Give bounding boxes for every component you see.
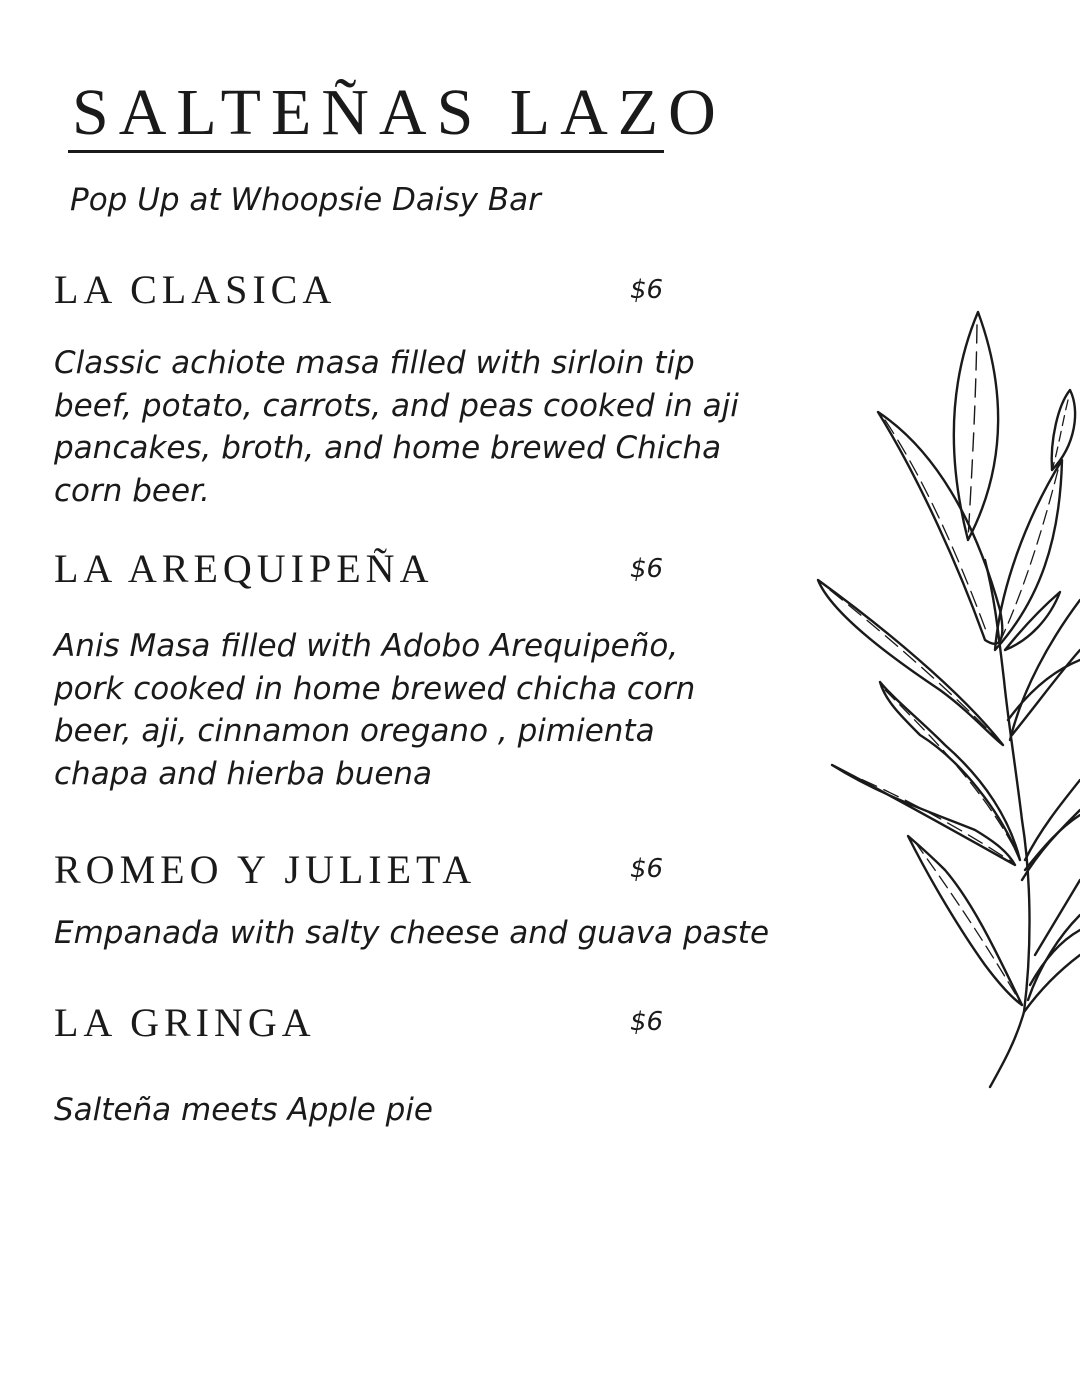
item-name: LA GRINGA	[54, 1000, 316, 1045]
item-description: Anis Masa filled with Adobo Arequipeño, pork cooked in home brewed chicha corn beer, aji, cinnamon oregano , pimienta chapa and hierba buena	[54, 628, 696, 792]
item-name: LA AREQUIPEÑA	[54, 546, 434, 591]
item-name: ROMEO Y JULIETA	[54, 847, 477, 892]
item-price: $6	[630, 554, 664, 584]
item-description: Empanada with salty cheese and guava paste	[54, 915, 770, 951]
menu-title: SALTEÑAS LAZO	[72, 76, 726, 149]
item-price: $6	[630, 275, 664, 305]
leaf-branch-icon	[800, 300, 1080, 1100]
item-price: $6	[630, 854, 664, 884]
title-underline	[68, 150, 664, 153]
item-price: $6	[630, 1007, 664, 1037]
menu-subtitle: Pop Up at Whoopsie Daisy Bar	[70, 182, 541, 218]
item-description: Salteña meets Apple pie	[54, 1092, 433, 1128]
item-description: Classic achiote masa filled with sirloin tip beef, potato, carrots, and peas cooked in aji pancakes, broth, and home brewed Chicha corn beer.	[54, 345, 739, 509]
item-name: LA CLASICA	[54, 267, 337, 312]
